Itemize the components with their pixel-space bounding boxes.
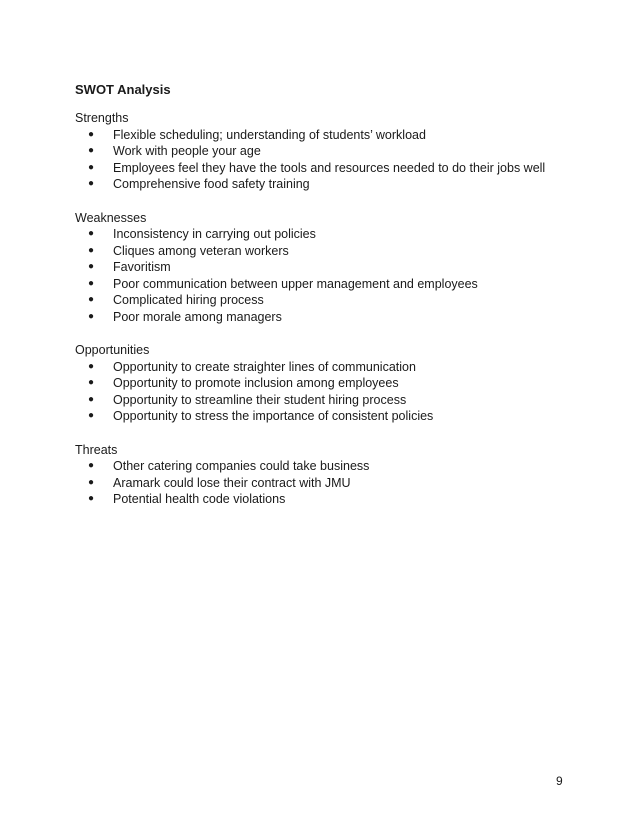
- list-item-text: Potential health code violations: [113, 492, 286, 506]
- bullet-icon: ●: [88, 277, 95, 289]
- list-item-text: Opportunity to stress the importance of consistent policies: [113, 409, 434, 423]
- list-item-text: Opportunity to create straighter lines of communication: [113, 359, 416, 374]
- list-item: [75, 458, 595, 475]
- list-item-text: Comprehensive food safety training: [113, 177, 310, 191]
- list-item: [75, 359, 595, 376]
- bullet-icon: ●: [88, 460, 95, 471]
- list-item-text: Employees feel they have the tools and resources needed to do their jobs well: [113, 160, 546, 175]
- section-weaknesses: [75, 210, 595, 326]
- page-number: 9: [556, 774, 563, 788]
- list-item-text: Poor morale among managers: [113, 309, 282, 324]
- list-item-text: Inconsistency in carrying out policies: [113, 227, 316, 241]
- bullet-list: [75, 458, 595, 508]
- list-item: [75, 127, 595, 144]
- list-item: [75, 143, 595, 160]
- list-item-text: Opportunity to promote inclusion among employees: [113, 376, 399, 390]
- bullet-icon: ●: [88, 360, 95, 372]
- section-strengths: [75, 110, 595, 193]
- bullet-list: [75, 359, 595, 425]
- bullet-icon: ●: [88, 410, 95, 421]
- bullet-icon: ●: [88, 493, 95, 504]
- section-threats: [75, 442, 595, 508]
- bullet-icon: ●: [88, 178, 95, 189]
- list-item: [75, 392, 595, 409]
- list-item: [75, 309, 595, 326]
- bullet-icon: ●: [88, 294, 95, 305]
- list-item-text: Aramark could lose their contract with JMU: [113, 475, 351, 490]
- bullet-list: [75, 226, 595, 325]
- list-item-text: Complicated hiring process: [113, 293, 264, 307]
- bullet-icon: ●: [88, 161, 95, 173]
- list-item: [75, 408, 595, 425]
- bullet-list: [75, 127, 595, 193]
- list-item: [75, 259, 595, 276]
- section-heading: Strengths: [75, 111, 129, 125]
- bullet-icon: ●: [88, 244, 95, 256]
- list-item: [75, 475, 595, 492]
- list-item-text: Opportunity to streamline their student hiring process: [113, 392, 407, 407]
- bullet-icon: ●: [88, 261, 95, 272]
- bullet-icon: ●: [88, 145, 95, 156]
- list-item-text: Cliques among veteran workers: [113, 243, 289, 258]
- bullet-icon: ●: [88, 393, 95, 405]
- list-item-text: Other catering companies could take business: [113, 459, 370, 473]
- bullet-icon: ●: [88, 228, 95, 239]
- list-item-text: Poor communication between upper management and employees: [113, 276, 478, 291]
- list-item-text: Favoritism: [113, 260, 171, 274]
- bullet-icon: ●: [88, 128, 95, 140]
- list-item: [75, 243, 595, 260]
- document-body: [75, 82, 595, 525]
- list-item: [75, 160, 595, 177]
- list-item-text: Work with people your age: [113, 144, 261, 158]
- list-item: [75, 276, 595, 293]
- list-item: [75, 226, 595, 243]
- section-opportunities: [75, 342, 595, 425]
- document-title: SWOT Analysis: [75, 82, 171, 97]
- bullet-icon: ●: [88, 310, 95, 322]
- bullet-icon: ●: [88, 377, 95, 388]
- section-heading: Threats: [75, 442, 118, 457]
- section-heading: Opportunities: [75, 343, 150, 357]
- list-item: [75, 292, 595, 309]
- list-item-text: Flexible scheduling; understanding of students’ workload: [113, 127, 426, 142]
- list-item: [75, 176, 595, 193]
- bullet-icon: ●: [88, 476, 95, 488]
- section-heading: Weaknesses: [75, 210, 147, 225]
- list-item: [75, 375, 595, 392]
- list-item: [75, 491, 595, 508]
